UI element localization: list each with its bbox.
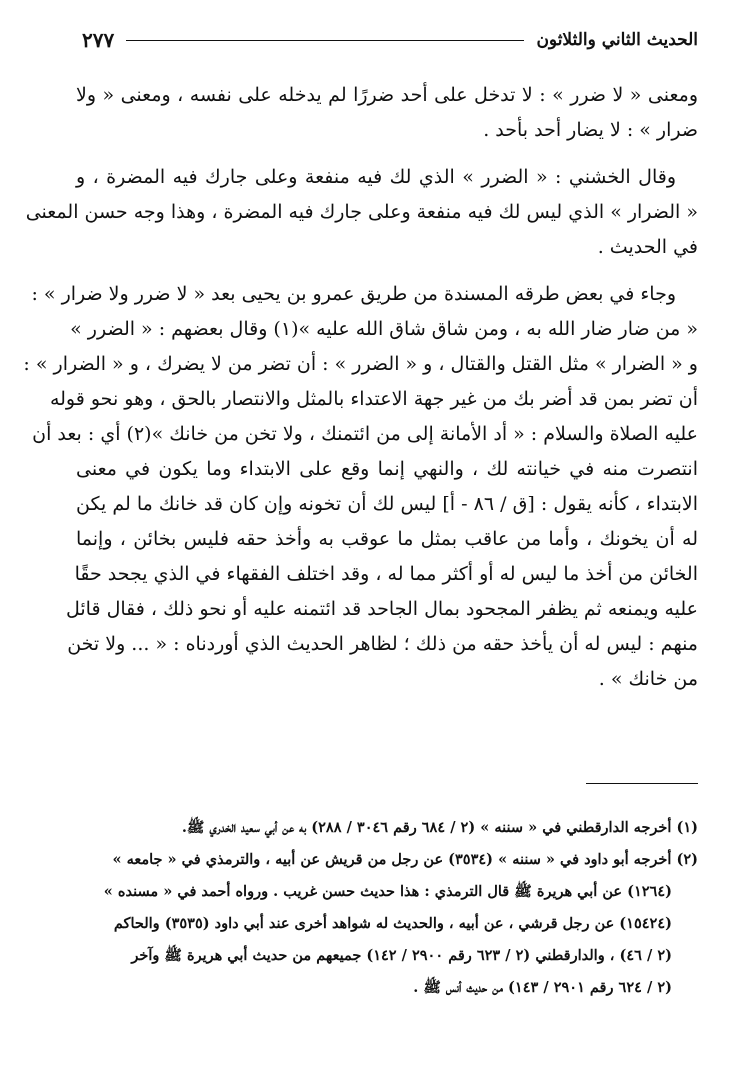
- text-line: عليه ويمنعه ثم يظفر المجحود بمال الجاحد قد ائتمنه عليه أو نحو ذلك ، فقال قائل: [65, 598, 698, 620]
- text-line: الخائن من أخذ ما ليس له أو أكثر مما له ، وقد اختلف الفقهاء في الذي يجحد حقًا: [74, 563, 698, 585]
- text-line: ضرار » : لا يضار أحد بأحد .: [483, 119, 698, 141]
- footnotes: [70, 812, 698, 1004]
- paragraph: [23, 277, 698, 697]
- footnote-line: (٢ / ٦٢٤ رقم ٢٩٠١ / ١٤٣) من حديث أنس ﷺ .: [413, 979, 672, 996]
- running-header: [82, 22, 698, 58]
- text-line: عليه الصلاة والسلام : « أد الأمانة إلى من ائتمنك ، ولا تخن من خانك »(٢) أي : بعد أن: [32, 423, 698, 445]
- text-line: وقال الخشني : « الضرر » الذي لك فيه منفعة وعلى جارك فيه المضرة ، و: [76, 166, 676, 188]
- page-number: ٢٧٧: [82, 28, 115, 52]
- text-line: منهم : ليس له أن يأخذ حقه من ذلك ؛ لظاهر الحديث الذي أوردناه : « ... ولا تخن: [67, 633, 698, 655]
- footnote-line: (١٢٦٤) عن أبي هريرة ﷺ قال الترمذي : هذا حديث حسن غريب . ورواه أحمد في « مسنده »: [103, 883, 672, 900]
- text-line: و « الضرار » مثل القتل والقتال ، و « الضرر » : أن تضر من لا يضرك ، و « الضرار » :: [23, 353, 698, 375]
- main-text: [23, 78, 698, 697]
- text-line: أن تضر بمن قد أضر بك من غير جهة الاعتداء بالمثل والانتصار بالحق ، وهو نحو قوله: [49, 388, 698, 410]
- footnote-1: [70, 812, 698, 844]
- chapter-title: الحديث الثاني والثلاثون: [536, 30, 698, 50]
- text-line: وجاء في بعض طرقه المسندة من طريق عمرو بن يحيى بعد « لا ضرر ولا ضرار » :: [31, 283, 676, 305]
- text-line: ومعنى « لا ضرر » : لا تدخل على أحد ضررًا لم يدخله على نفسه ، ومعنى « ولا: [76, 84, 698, 106]
- footnote-2: [70, 844, 698, 1004]
- text-line: الابتداء ، كأنه يقول : [ق / ٨٦ - أ] ليس لك أن تخونه وإن كان قد خانك ما لم يكن: [76, 493, 698, 515]
- footnote-line: (١٥٤٢٤) عن رجل قرشي ، عن أبيه ، والحديث له شواهد أخرى عند أبي داود (٣٥٣٥) والحاكم: [113, 915, 672, 932]
- footnote-line: (٢ / ٤٦) ، والدارقطني (٢ / ٦٢٣ رقم ٢٩٠٠ / ١٤٢) جميعهم من حديث أبي هريرة ﷺ وآخر: [131, 947, 672, 964]
- footnote-line: (٢) أخرجه أبو داود في « سننه » (٣٥٣٤) عن رجل من قريش عن أبيه ، والترمذي في « جامعه »: [112, 851, 698, 868]
- footnote-separator: [586, 783, 698, 784]
- paragraph: [76, 78, 698, 148]
- text-line: انتصرت منه في خيانته لك ، والنهي إنما وقع على الابتداء وما يكون في معنى: [76, 458, 698, 480]
- text-line: له أن يخونك ، وأما من عاقب بمثل ما عوقب به وأخذ حقه فليس بخائن ، وإنما: [76, 528, 698, 550]
- paragraph: [25, 160, 698, 265]
- text-line: « الضرار » الذي ليس لك فيه منفعة وعلى جارك فيه المضرة ، وهذا وجه حسن المعنى: [25, 201, 698, 223]
- text-line: « من ضار ضار الله به ، ومن شاق شاق الله عليه »(١) وقال بعضهم : « الضرر »: [70, 318, 698, 340]
- text-line: من خانك » .: [598, 668, 698, 690]
- text-line: في الحديث .: [597, 236, 698, 258]
- header-rule: [126, 40, 524, 41]
- footnote-line: (١) أخرجه الدارقطني في « سننه » (٢ / ٦٨٤ رقم ٣٠٤٦ / ٢٨٨) به عن أبي سعيد الخدري ﷺ.: [181, 819, 698, 836]
